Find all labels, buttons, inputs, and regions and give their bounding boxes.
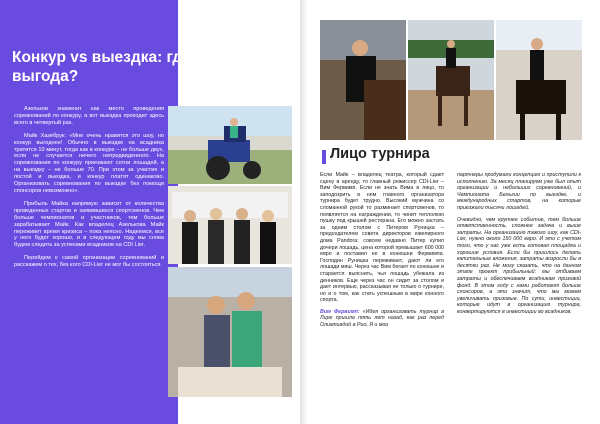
quote-speaker: Вим Фервимп:	[320, 308, 360, 315]
left-paragraph: Майк Хазебрук: «Мне очень нравится это шоу, но конкур выгоднее! Обычно в выездке на всадника тратится 10 минут, тогда как в конкуре – не больше двух, если не случается ничего непредвиденного. На соревнования по конкуру приезжают сотни лошадей, а на выездку – не больше 70. При этом за участие и постой и выездка, и конкур платят одинаково. Организовать соревнования по выездке без помощи спонсоров невозможно».	[14, 132, 164, 194]
left-paragraph: Прибыль Майка напрямую зависит от количества проведенных стартов и заявившихся спортсменов. Чем больше чемпионатов и участников, тем больше зарабатывает Майк. Как владелец Азелькова Майк переживет время кризиса – пока неясно. Надеемся, все у него будет хорошо, и в следующем году мы снова будем следить за успехами всадников на CDI Lier.	[14, 200, 164, 249]
top-photo-strip	[320, 20, 582, 140]
page-fold	[300, 0, 308, 424]
quote-block	[320, 309, 444, 329]
section-title: Лицо турнира	[330, 146, 430, 162]
right-column-2	[457, 172, 581, 320]
photo-dressage-horse	[408, 20, 494, 140]
section-accent-bar	[322, 150, 326, 164]
column-paragraph: Если Майк – владелец театра, который сдает сцену в аренду, то главный режиссер CDI-Lier – Вим Фервимп. Если не знать Вима в лицо, то заподозрить в нем главного организатора турнира будет трудно. Высокий мужчина со сломанной рукой то разминает спортсменов, то появляется на награждении, то чинит теплолюю пушку под крышей ресторана. Его можно застать за одним столом с Питером Руницка – председателем совета директоров ювелирного дома Pandora: совсем недавно Питер купил дочери лошадь, цена которой превышает 600 000 евро и поставил ее в конюшни Фервимпа. Господин Руницка переживает, дают ли его лошади мяш. Через час Вим бегает по конюшне и старается выяснить, чья лошадь убежала из денников. Еще через час он сидит за столом и дает интервью, рассказывая не только о турнире, но и о том, как стать успешным в мире конного спорта.	[320, 172, 444, 304]
left-paragraph: Азельков знаменит как место проведения соревнований по конкуру, а вот выездка проходит здесь всего в четвертый раз.	[14, 106, 164, 126]
photo-rider-on-horse	[496, 20, 582, 140]
left-article-title: Конкур vs выездка: где выгода?	[12, 49, 191, 85]
photo-couple	[168, 267, 292, 397]
photo-tractor	[168, 106, 292, 184]
left-paragraph: Перейдем к самой организации соревнований и расскажем о тех, без кого CDI-Lier не мог бы состояться.	[14, 255, 164, 269]
right-column-1	[320, 172, 444, 334]
left-article-text	[14, 106, 164, 275]
column-paragraph: партнеры продумали концепцию и приступили к исполнению. За месяц планируем уже был опыт организации и небольших соревнований, и Чемпионата Бельгии по выездке, и международных стартов, на которые приезжали тысячи лошадей.	[457, 172, 581, 211]
photo-rider-portrait	[320, 20, 406, 140]
column-paragraph: Очевидно, чем крупнее событие, тем больше ответственность, сложнее задача и выше затраты. На организацию такого шоу, как CDI-Lier, нужно около 150 000 евро. И это с учетом того, что у нас уже есть готовая площадка и хорошие условия. Если бы пришлось делать капитальные вложения, затраты возросли бы в десятки раз. Не могу сказать, что на данном этапе проект прибыльный: мы отбиваем затраты и обеспечиваем всадникам призовой фонд. В этом году с нами работают больше спонсоров, а это значит, что мы можем увеличивать призовые. По сути, инвестиции, которые идут в организацию турнира, конвертируются в инвестиции во всадников.	[457, 216, 581, 315]
quote-text: «Идея организовать турнир в Лире пришла пять лет назад, как раз перед Олимпиадой в Рио. Я и мои	[320, 308, 444, 329]
photo-group	[168, 186, 292, 264]
